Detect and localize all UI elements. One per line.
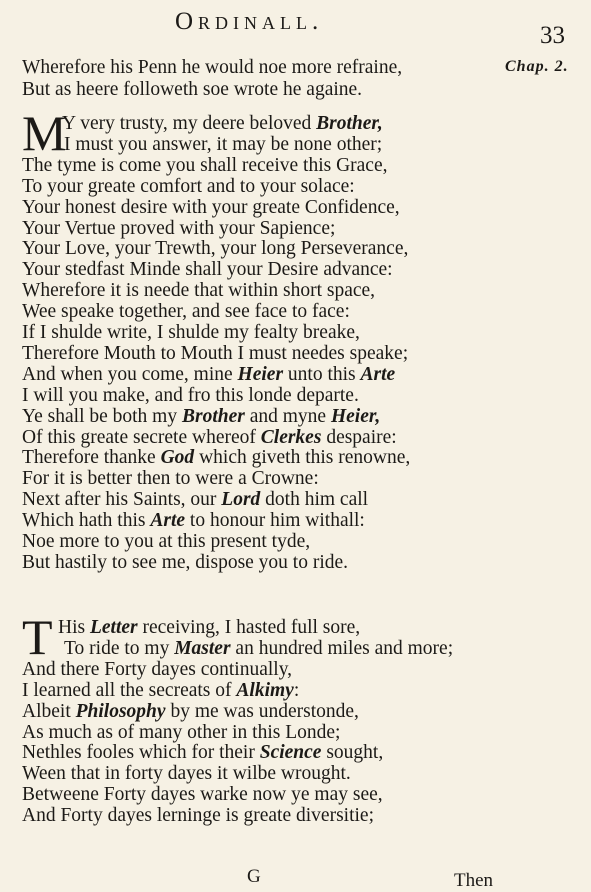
- verse-line: Albeit Philosophy by me was understonde,: [22, 700, 359, 722]
- verse-line: His Letter receiving, I hasted full sore,: [58, 617, 361, 638]
- verse-line: Wee speake together, and see face to face:: [22, 301, 350, 323]
- verse-line: Y very trusty, my deere beloved Brother,: [62, 113, 383, 134]
- verse-line: Ween that in forty dayes it wilbe wrought.: [22, 763, 351, 785]
- signature-mark: G: [247, 866, 261, 887]
- verse-line: Next after his Saints, our Lord doth him call: [22, 489, 369, 511]
- verse-line: Wherefore it is neede that within short space,: [22, 280, 376, 302]
- verse-line: Nethles fooles which for their Science sought,: [22, 742, 384, 764]
- verse-line: Your Vertue proved with your Sapience;: [22, 217, 336, 239]
- verse-line: Which hath this Arte to honour him withall:: [22, 510, 365, 532]
- catchword: Then: [454, 870, 494, 891]
- intro-line: But as heere followeth soe wrote he againe.: [22, 79, 363, 100]
- verse-line: And there Forty dayes continually,: [22, 658, 293, 680]
- verse-line: Ye shall be both my Brother and myne Heier,: [22, 405, 381, 427]
- verse-line: Therefore thanke God which giveth this renowne,: [22, 447, 411, 469]
- verse-line: And Forty dayes lerninge is greate diversitie;: [22, 805, 374, 827]
- verse-line: If I shulde write, I shulde my fealty breake,: [22, 322, 360, 343]
- drop-cap-narrative: T: [22, 609, 53, 665]
- verse-line: To ride to my Master an hundred miles and more;: [64, 637, 454, 659]
- verse-line: Of this greate secrete whereof Clerkes despaire:: [22, 426, 397, 448]
- chapter-margin-note: Chap. 2.: [505, 58, 569, 75]
- verse-line: Therefore Mouth to Mouth I must needes speake;: [22, 342, 409, 364]
- verse-line: Your Love, your Trewth, your long Perseverance,: [22, 238, 409, 260]
- verse-line: Your stedfast Minde shall your Desire advance:: [22, 259, 393, 281]
- verse-line: And when you come, mine Heier unto this Arte: [22, 363, 396, 385]
- verse-line: But hastily to see me, dispose you to ride.: [22, 551, 349, 573]
- page-number: 33: [540, 22, 565, 49]
- verse-line: I learned all the secreats of Alkimy:: [22, 679, 300, 701]
- verse-line: Betweene Forty dayes warke now ye may see,: [22, 784, 383, 806]
- verse-line: For it is better then to were a Crowne:: [22, 468, 319, 490]
- verse-line: Your honest desire with your greate Confidence,: [22, 196, 400, 218]
- intro-line: Wherefore his Penn he would noe more refraine,: [22, 57, 403, 78]
- running-title: Ordinall.: [175, 8, 324, 35]
- verse-line: Noe more to you at this present tyde,: [22, 531, 311, 552]
- verse-line: The tyme is come you shall receive this Grace,: [22, 154, 388, 176]
- verse-line: As much as of many other in this Londe;: [22, 721, 341, 743]
- verse-line: To your greate comfort and to your solace:: [22, 175, 355, 197]
- drop-cap-letter: M: [22, 105, 67, 161]
- verse-line: I will you make, and fro this londe departe.: [22, 384, 359, 406]
- verse-line: I must you answer, it may be none other;: [64, 133, 383, 155]
